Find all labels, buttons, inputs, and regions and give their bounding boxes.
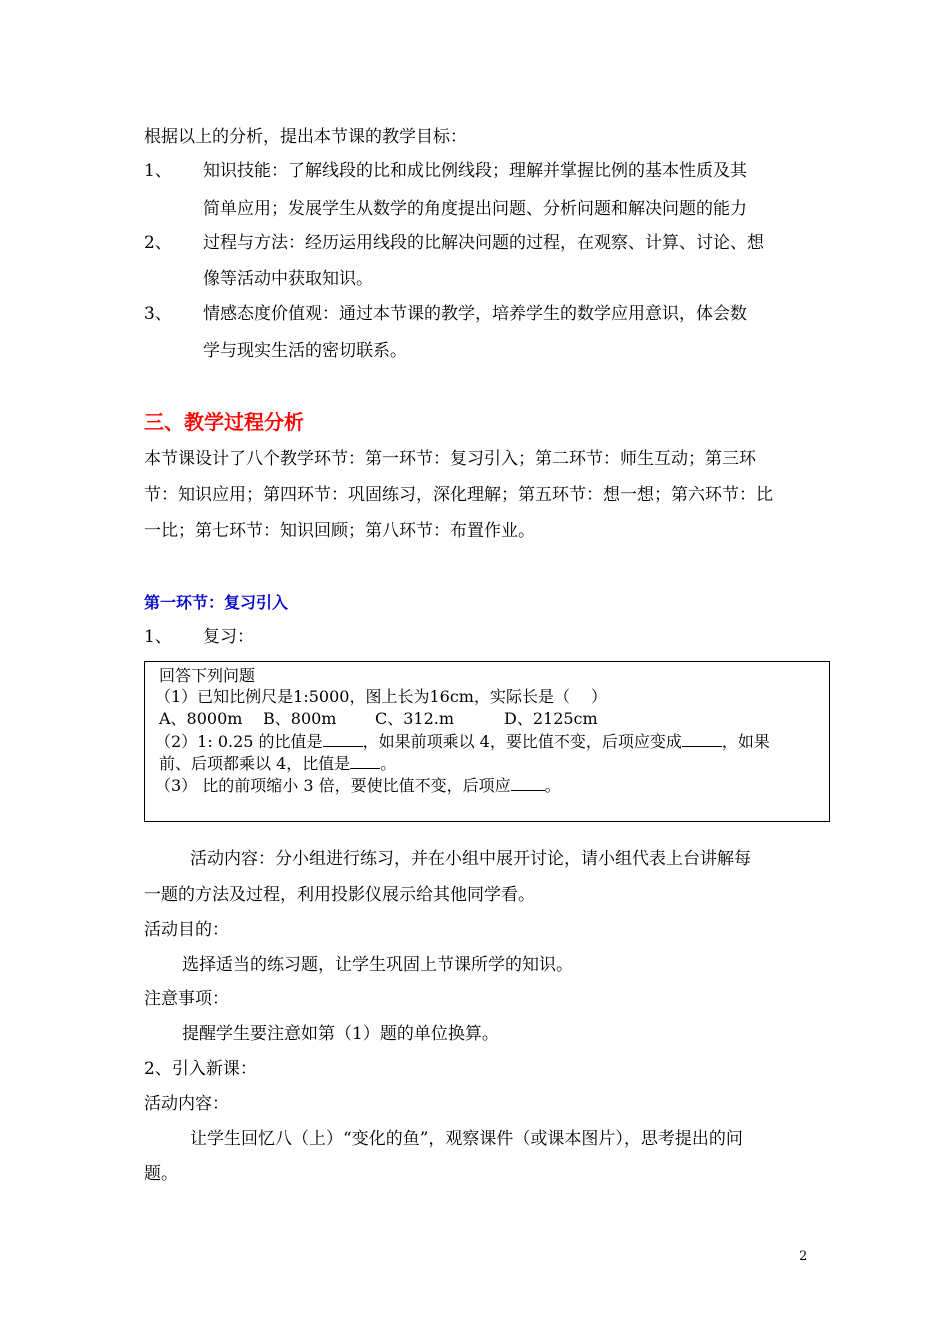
answer-blank <box>682 732 722 747</box>
goal-3-line2: 学与现实生活的密切联系。 <box>203 341 407 361</box>
option-d: D、2125cm <box>504 709 598 728</box>
question-2-line1 <box>155 732 770 750</box>
goal-1-line2: 简单应用；发展学生从数学的角度提出问题、分析问题和解决问题的能力 <box>203 199 747 219</box>
q2-text-c: ，如果 <box>721 732 770 751</box>
q3-text-b: 。 <box>544 776 561 795</box>
purpose-label: 活动目的： <box>144 920 229 940</box>
answer-blank <box>350 754 380 769</box>
section-para-line2: 节：知识应用；第四环节：巩固练习，深化理解；第五环节：想一想；第六环节：比 <box>144 485 773 505</box>
activity-line1: 活动内容：分小组进行练习，并在小组中展开讨论，请小组代表上台讲解每 <box>190 849 751 869</box>
option-c: C、312.m <box>375 709 455 728</box>
box-title: 回答下列问题 <box>159 666 256 685</box>
goal-1-number: 1、 <box>144 161 172 181</box>
intro-text: 根据以上的分析，提出本节课的教学目标： <box>144 127 467 147</box>
activity2-line1: 让学生回忆八（上）“变化的鱼”，观察课件（或课本图片），思考提出的问 <box>190 1129 743 1149</box>
activity-line2: 一题的方法及过程，利用投影仪展示给其他同学看。 <box>144 885 535 905</box>
exercise-box <box>144 661 830 822</box>
goal-2-line2: 像等活动中获取知识。 <box>203 269 373 289</box>
item-1-label: 复习： <box>203 627 254 647</box>
q2-text-b: ，如果前项乘以 4，要比值不变，后项应变成 <box>362 732 682 751</box>
q2-text-e: 。 <box>380 754 397 773</box>
item-2: 2、引入新课： <box>144 1059 257 1079</box>
answer-blank <box>511 776 545 791</box>
answer-blank <box>323 732 363 747</box>
question-2-line2 <box>159 754 396 772</box>
page-number: 2 <box>799 1249 808 1264</box>
activity2-label: 活动内容： <box>144 1094 229 1114</box>
activity2-line2: 题。 <box>144 1164 178 1184</box>
goal-2-line1: 过程与方法：经历运用线段的比解决问题的过程，在观察、计算、讨论、想 <box>203 233 764 253</box>
question-3 <box>155 776 561 794</box>
q2-text-a: （2）1: 0.25 的比值是 <box>155 732 323 751</box>
question-1: （1）已知比例尺是1:5000，图上长为16cm，实际长是（ ） <box>155 687 608 706</box>
subsection-heading: 第一环节：复习引入 <box>144 593 289 612</box>
goal-1-line1: 知识技能：了解线段的比和成比例线段；理解并掌握比例的基本性质及其 <box>203 161 747 181</box>
item-1-number: 1、 <box>144 627 172 647</box>
goal-3-line1: 情感态度价值观：通过本节课的教学，培养学生的数学应用意识，体会数 <box>203 304 747 324</box>
question-1-options <box>159 711 598 727</box>
q3-text-a: （3） 比的前项缩小 3 倍，要使比值不变，后项应 <box>155 776 511 795</box>
notes-label: 注意事项： <box>144 989 229 1009</box>
notes-text: 提醒学生要注意如第（1）题的单位换算。 <box>182 1024 499 1044</box>
option-b: B、800m <box>263 709 337 728</box>
purpose-text: 选择适当的练习题，让学生巩固上节课所学的知识。 <box>182 955 573 975</box>
section-para-line3: 一比；第七环节：知识回顾；第八环节：布置作业。 <box>144 521 535 541</box>
goal-2-number: 2、 <box>144 233 172 253</box>
q2-text-d: 前、后项都乘以 4，比值是 <box>159 754 351 773</box>
option-a: A、8000m <box>159 709 243 728</box>
section-para-line1: 本节课设计了八个教学环节：第一环节：复习引入；第二环节：师生互动；第三环 <box>144 449 756 469</box>
goal-3-number: 3、 <box>144 304 172 324</box>
section-heading: 三、教学过程分析 <box>144 410 304 434</box>
